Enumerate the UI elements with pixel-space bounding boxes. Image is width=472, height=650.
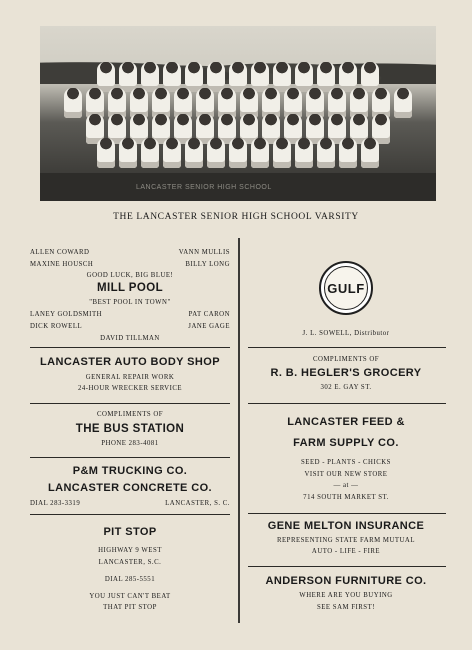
gulf-distributor: J. L. SOWELL, Distributor <box>302 330 390 337</box>
bus-phone: PHONE 283-4081 <box>101 440 159 447</box>
column-divider <box>238 238 240 623</box>
rule <box>30 514 230 515</box>
good-luck-text: GOOD LUCK, BIG BLUE! <box>86 272 174 279</box>
name-2: MAXINE HOUSCH <box>30 261 94 268</box>
pit-stop-line-4: THAT PIT STOP <box>103 604 157 611</box>
auto-body-line-1: GENERAL REPAIR WORK <box>85 374 175 381</box>
feed-line-2: VISIT OUR NEW STORE <box>304 471 388 478</box>
rule <box>248 347 446 348</box>
photo-inner-caption: LANCASTER SENIOR HIGH SCHOOL <box>136 184 272 191</box>
rule <box>248 566 446 567</box>
name-6: DICK ROWELL <box>30 323 83 330</box>
auto-body-line-2: 24-HOUR WRECKER SERVICE <box>77 385 183 392</box>
heglers-compliments: COMPLIMENTS OF <box>312 356 380 363</box>
name-4: BILLY LONG <box>185 261 230 268</box>
gulf-logo <box>319 261 373 315</box>
pit-stop-line-3: YOU JUST CAN'T BEAT <box>89 593 171 600</box>
bus-station-title: THE BUS STATION <box>75 423 185 435</box>
name-5: LANEY GOLDSMITH <box>30 311 103 318</box>
pit-stop-dial: DIAL 285-5551 <box>104 576 156 583</box>
insurance-line-1: REPRESENTING STATE FARM MUTUAL <box>276 537 415 544</box>
trucking-title: P&M TRUCKING CO. <box>72 465 188 477</box>
heglers-address: 302 E. GAY ST. <box>320 384 372 391</box>
rule <box>30 347 230 348</box>
insurance-line-2: AUTO - LIFE - FIRE <box>311 548 381 555</box>
pit-stop-title: PIT STOP <box>103 526 157 538</box>
furniture-line-1: WHERE ARE YOU BUYING <box>299 592 393 599</box>
gulf-logo-text: GULF <box>324 266 368 310</box>
mill-pool-title: MILL POOL <box>97 282 163 294</box>
heglers-title: R. B. HEGLER'S GROCERY <box>270 367 422 379</box>
bus-compliments: COMPLIMENTS OF <box>96 411 164 418</box>
team-photo <box>40 26 436 201</box>
rule <box>248 513 446 514</box>
rule <box>30 457 230 458</box>
pit-stop-line-1: HIGHWAY 9 WEST <box>98 547 162 554</box>
name-9: DAVID TILLMAN <box>100 335 160 342</box>
rule <box>30 403 230 404</box>
name-7: PAT CARON <box>188 311 230 318</box>
name-1: ALLEN COWARD <box>30 249 90 256</box>
feed-line-4: 714 SOUTH MARKET ST. <box>303 494 389 501</box>
auto-body-title: LANCASTER AUTO BODY SHOP <box>40 356 220 368</box>
pit-stop-line-2: LANCASTER, S.C. <box>98 559 162 566</box>
furniture-title: ANDERSON FURNITURE CO. <box>265 575 427 587</box>
insurance-title: GENE MELTON INSURANCE <box>267 520 425 532</box>
trucking-city: LANCASTER, S. C. <box>165 500 230 507</box>
trucking-dial: DIAL 283-3319 <box>30 500 81 507</box>
concrete-title: LANCASTER CONCRETE CO. <box>47 482 213 494</box>
feed-line-1: SEED - PLANTS - CHICKS <box>301 459 391 466</box>
name-8: JANE GAGE <box>188 323 230 330</box>
furniture-line-2: SEE SAM FIRST! <box>317 604 375 611</box>
photo-caption: THE LANCASTER SENIOR HIGH SCHOOL VARSITY <box>113 212 359 222</box>
feed-title-1: LANCASTER FEED & <box>287 416 405 428</box>
photo-row-kneeling <box>40 138 436 168</box>
feed-title-2: FARM SUPPLY CO. <box>293 437 399 449</box>
rule <box>248 403 446 404</box>
mill-pool-slogan: "BEST POOL IN TOWN" <box>89 299 171 306</box>
name-3: VANN MULLIS <box>178 249 230 256</box>
feed-line-3: — at — <box>333 482 359 489</box>
